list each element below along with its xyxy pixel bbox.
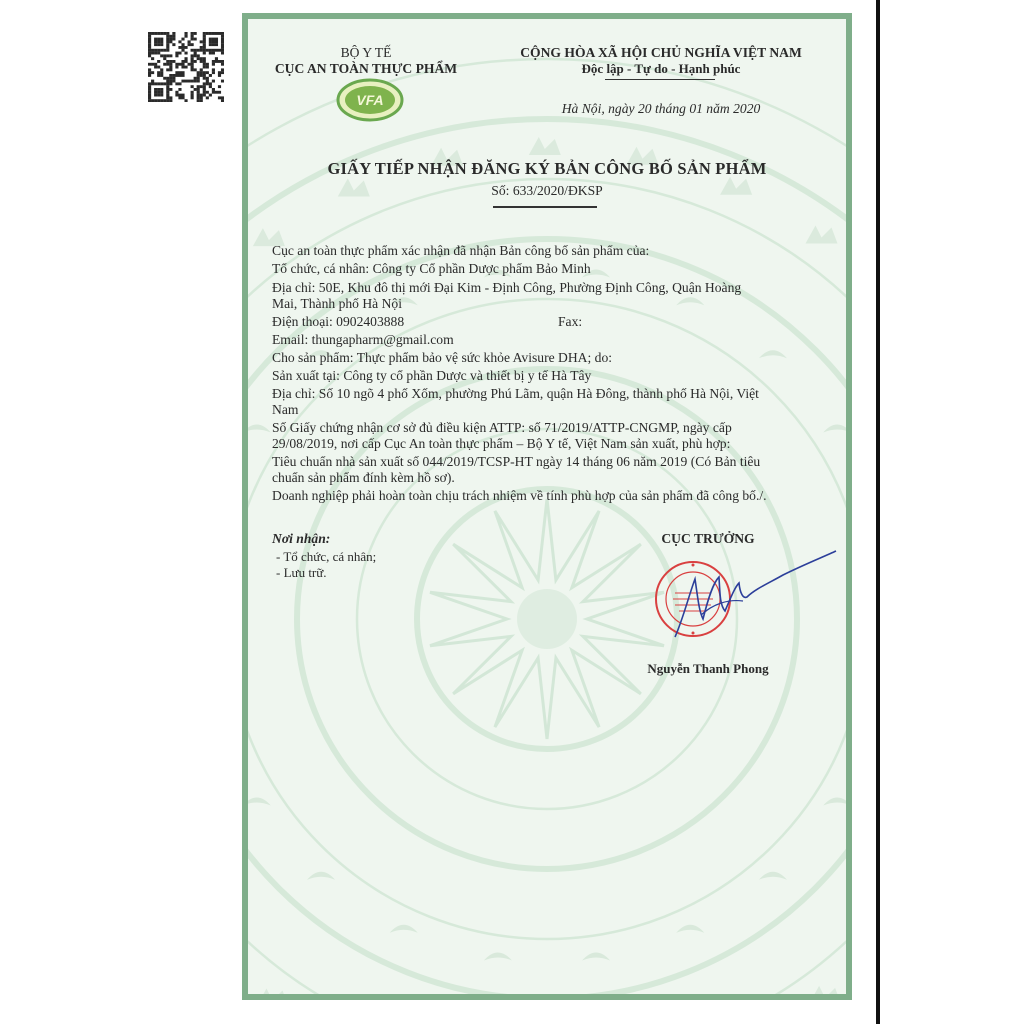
body-manufacturer-address-line2: Nam (272, 402, 299, 417)
recipient-item: - Tổ chức, cá nhân; (276, 549, 377, 564)
recipient-item: - Lưu trữ. (276, 565, 327, 580)
signer-name: Nguyễn Thanh Phong (647, 661, 769, 676)
motto-underline (605, 79, 715, 80)
certificate (242, 13, 852, 1000)
body-manufacturer-address-line1: Địa chỉ: Số 10 ngõ 4 phố Xốm, phường Phú Lãm, quận Hà Đông, thành phố Hà Nội, Việt (272, 386, 759, 401)
body-phone: Điện thoại: 0902403888 (272, 314, 405, 329)
national-motto: Độc lập - Tự do - Hạnh phúc (581, 61, 741, 76)
place-and-date: Hà Nội, ngày 20 tháng 01 năm 2020 (561, 101, 761, 116)
body-standard-line1: Tiêu chuẩn nhà sản xuất số 044/2019/TCSP-HT ngày 14 tháng 06 năm 2019 (Có Bản tiêu (272, 454, 761, 469)
recipients-heading: Nơi nhận: (272, 531, 331, 546)
title-underline (493, 206, 597, 208)
handwritten-signature (673, 549, 838, 639)
body-organization: Tổ chức, cá nhân: Công ty Cổ phần Dược phẩm Bảo Minh (272, 261, 591, 276)
body-product: Cho sản phẩm: Thực phẩm bảo vệ sức khỏe Avisure DHA; do: (272, 350, 613, 365)
body-address-line2: Mai, Thành phố Hà Nội (272, 296, 403, 311)
body-fax: Fax: (558, 314, 583, 329)
country-name: CỘNG HÒA XÃ HỘI CHỦ NGHĨA VIỆT NAM (520, 45, 802, 60)
body-intro: Cục an toàn thực phẩm xác nhận đã nhận Bản công bố sản phẩm của: (272, 243, 650, 258)
ministry-name: BỘ Y TẾ (340, 45, 392, 60)
body-certificate-line1: Số Giấy chứng nhận cơ sở đủ điều kiện ATTP: số 71/2019/ATTP-CNGMP, ngày cấp (272, 420, 732, 435)
body-email: Email: thungapharm@gmail.com (272, 332, 454, 347)
vfa-logo (336, 77, 404, 123)
document-number: Số: 633/2020/ĐKSP (491, 183, 603, 198)
body-responsibility: Doanh nghiệp phải hoàn toàn chịu trách nhiệm về tính phù hợp của sản phẩm đã công bố./. (272, 488, 767, 503)
body-standard-line2: chuẩn sản phẩm đính kèm hồ sơ). (272, 470, 455, 485)
body-address-line1: Địa chỉ: 50E, Khu đô thị mới Đại Kim - Định Công, Phường Định Công, Quận Hoàng (272, 280, 742, 295)
document-title: GIẤY TIẾP NHẬN ĐĂNG KÝ BẢN CÔNG BỐ SẢN PHẨM (327, 159, 767, 178)
page-divider-line (876, 0, 880, 1024)
body-manufacturer: Sản xuất tại: Công ty cổ phần Dược và thiết bị y tế Hà Tây (272, 368, 592, 383)
body-certificate-line2: 29/08/2019, nơi cấp Cục An toàn thực phẩm – Bộ Y tế, Việt Nam sản xuất, phù hợp: (272, 436, 731, 451)
agency-name: CỤC AN TOÀN THỰC PHẨM (274, 61, 458, 76)
certificate-content (248, 19, 846, 994)
signer-position: CỤC TRƯỞNG (661, 531, 755, 546)
qr-code (148, 32, 224, 102)
vfa-logo-text: VFA (356, 92, 384, 108)
